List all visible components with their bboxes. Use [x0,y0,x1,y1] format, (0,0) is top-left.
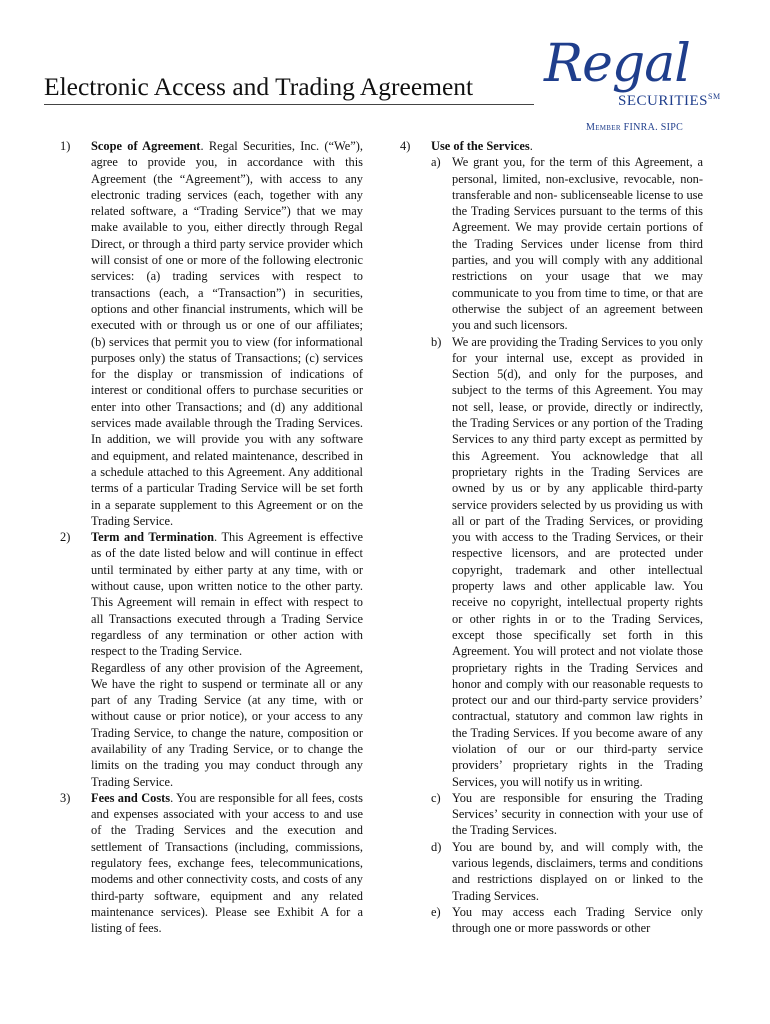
subsection-b [431,334,703,790]
subsection-c [431,790,703,839]
section-paragraph-2: Regardless of any other provision of the Agreement, We have the right to suspend or terminate all or any part of any Trading Service (at any time, with or without cause or prior notice), or your access to any Trading Service, to change the nature, composition or availability of any Trading Service, or to change the limits on the trading you may conduct through any Trading Service. [91,660,363,789]
regal-securities-logo [540,34,740,140]
section-paragraph: Scope of Agreement. Regal Securities, Inc. (“We”), agree to provide you, in accordance with this Agreement (the “Agreement”), with access to any electronic trading services (each, together with any related software, a “Trading Service”) that we may make available to you, either directly through Regal Direct, or through a third party service provider which will consist of one or more of the following electronic services: (a) trading services with respect to transactions (each, a “Transaction”) in securities, options and other financial instruments, which will be executed with or through us or one of our affiliates; (b) services that permit you to view (for informational purposes only) the status of Transactions; (c) services for the display or transmission of indications of interest or conditional offers to purchase securities or enter into other Transactions; and (d) any additional services made available through the Trading Services. In addition, we will provide you with any software and equipment, and related maintenance, described in a schedule attached to this Agreement. Any additional terms of a particular Trading Service will be set forth in a separate supplement to this Agreement or on the Trading Service. [91,139,363,528]
logo-wordmark: Regal [544,34,690,94]
section-heading: Scope of Agreement [91,139,201,153]
section-paragraph: Fees and Costs. You are responsible for all fees, costs and expenses associated with your access to and use of the Trading Services and the execution and settlement of Transactions (including, commissions, regulatory fees, exchange fees, telecommunications, modems and other connectivity costs, and costs of any third-party software, equipment and any related maintenance services). Please see Exhibit A for a listing of fees. [91,790,363,936]
section-heading: Use of the Services [431,139,530,153]
subsection-text: You may access each Trading Service only through one or more passwords or other [452,904,703,936]
subsection-a [431,154,703,333]
logo-securities: SECURITIES℠ [618,92,721,109]
subsection-label: c) [431,790,441,805]
section-heading: Term and Termination [91,530,215,545]
document-title: Electronic Access and Trading Agreement [44,72,534,105]
left-column [60,138,363,937]
section-term [60,529,363,790]
logo-member-line: Member FINRA. SIPC [586,122,684,133]
section-heading: Fees and Costs [91,790,171,805]
subsection-d [431,839,703,904]
subsection-text: We grant you, for the term of this Agreement, a personal, limited, non-exclusive, revocable, non-transferable and non- sublicenseable license to use the Trading Services pursuant to the terms of this Agreement. We may provide certain portions of the Trading Services under license from third parties, and you will comply with any additional restrictions on your usage that we may communicate to you from time to time, or that are otherwise the subject of an agreement between you and such licensors. [452,155,703,333]
subsection-text: We are providing the Trading Services to you only for your internal use, except as provided in Section 5(d), and only for the purposes, and subject to the terms of this Agreement. You may not sell, lease, or provide, directly or indirectly, the Trading Services or any portion of the Trading Services to any third party except as permitted by this Agreement. You acknowledge that all proprietary rights in the Trading Services are owned by us or by any applicable third-party service providers selected by us providing us with all or part of the Trading Services, or providing you with access to the Trading Services, or their respective licensors, and are protected under copyright, trademark and other intellectual property laws and other applicable law. You receive no copyright, intellectual property rights or other rights in or to the Trading Services, except those specifically set forth in this Agreement. You will protect and not violate those proprietary rights in the Trading Services and honor and comply with our reasonable requests to protect our and our third-party service providers’ contractual, statutory and common law rights in the Trading Services. If you become aware of any violation of our or our third-party service providers’ proprietary rights in the Trading Services, you will notify us in writing. [452,334,703,789]
section-paragraph: Term and Termination. This Agreement is effective as of the date listed below and will continue in effect until terminated by either party at any time, with or without cause, upon written notice to the other party. This Agreement will remain in effect with respect to all Transactions executed through a Trading Service regardless of any termination or other action with respect to the Trading Service. [91,530,363,659]
section-use [400,138,703,937]
subsection-label: a) [431,155,441,170]
section-number: 3) [60,790,71,805]
subsection-text: You are responsible for ensuring the Trading Services’ security in connection with your use of the Trading Services. [452,790,703,838]
subsection-label: d) [431,839,442,854]
right-column [400,138,703,937]
subsection-text: You are bound by, and will comply with, the various legends, disclaimers, terms and conditions and restrictions displayed on or linked to the Trading Services. [452,839,703,903]
section-number: 4) [400,139,411,153]
section-heading-line: Use of the Services. [431,139,533,153]
section-number: 2) [60,530,71,545]
subsection-e [431,904,703,937]
section-scope [60,138,363,529]
subsection-label: b) [431,334,442,349]
section-number: 1) [60,139,71,153]
logo-service-mark: SM [708,92,721,101]
subsection-label: e) [431,904,441,919]
section-fees [60,790,363,937]
